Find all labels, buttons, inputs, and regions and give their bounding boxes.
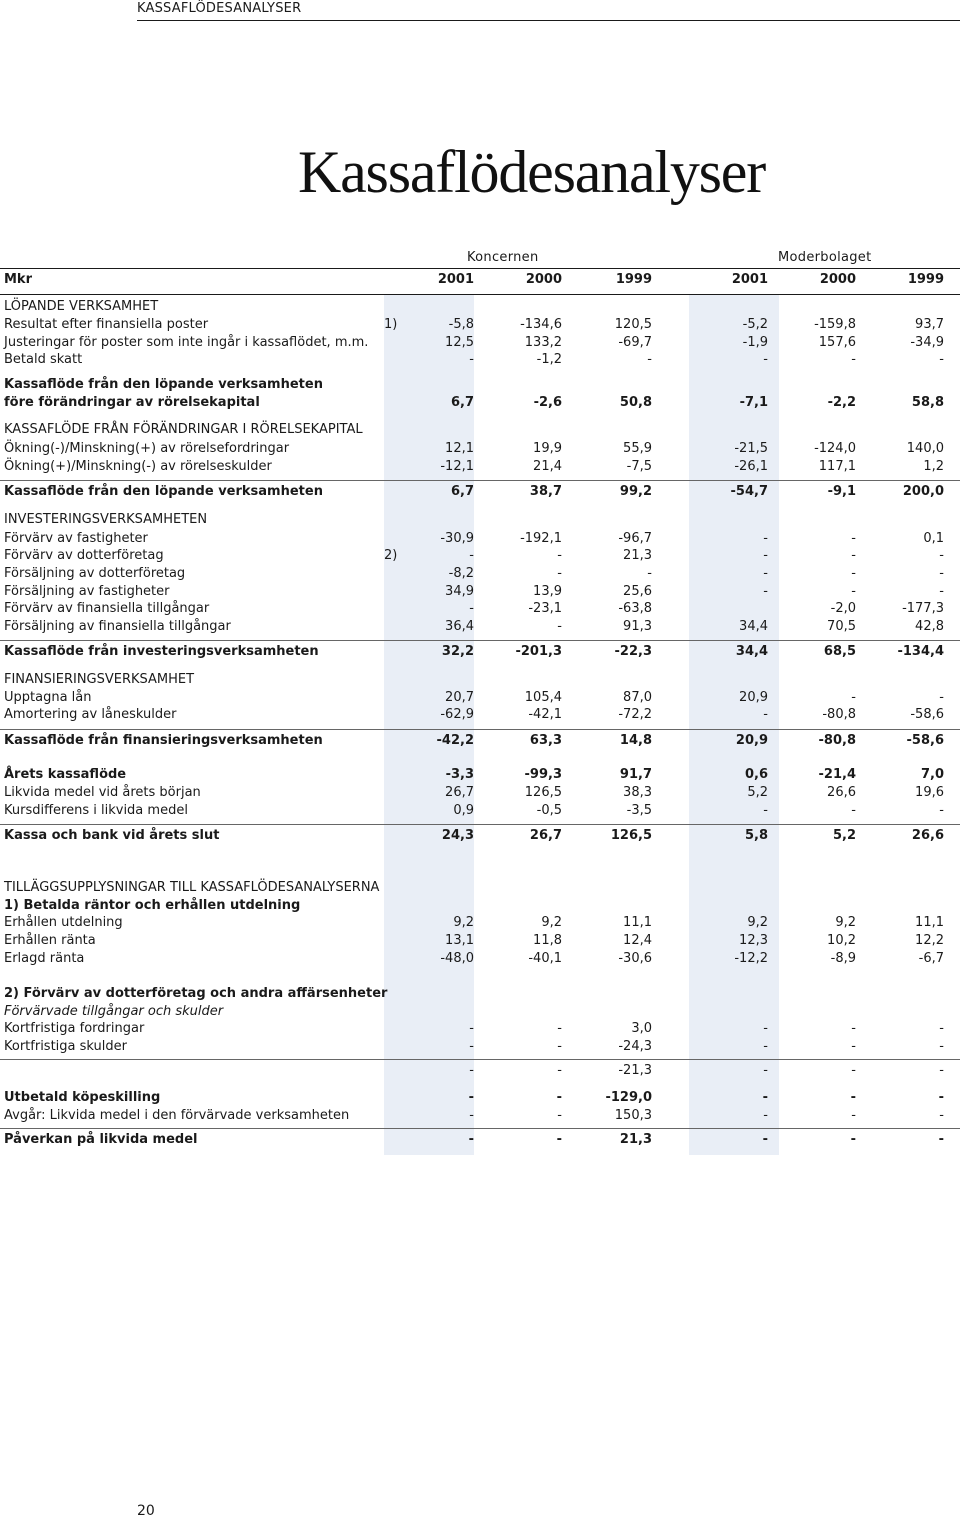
- cell-value: 91,7: [619, 767, 652, 782]
- cell-value: -40,1: [528, 951, 562, 966]
- cell-value: 25,6: [623, 584, 652, 599]
- cell-value: -: [939, 1108, 944, 1123]
- cell-value: 99,2: [619, 484, 652, 499]
- table-row: [0, 271, 960, 288]
- cell-value: 9,2: [453, 915, 474, 930]
- table-row: [0, 547, 960, 564]
- cell-value: 58,8: [911, 395, 944, 410]
- cell-value: -9,1: [827, 484, 856, 499]
- cell-value: -: [763, 1021, 768, 1036]
- cell-value: -: [851, 531, 856, 546]
- cell-value: 2000: [525, 272, 562, 287]
- table-row: [0, 511, 960, 528]
- cell-value: -80,8: [822, 707, 856, 722]
- cell-value: -: [762, 1090, 768, 1105]
- table-row: [0, 316, 960, 333]
- table-row: [0, 618, 960, 635]
- cell-value: -: [763, 1039, 768, 1054]
- row-label: Kortfristiga skulder: [4, 1039, 127, 1054]
- table-row: [0, 706, 960, 723]
- cell-value: -177,3: [902, 601, 944, 616]
- cell-value: 21,3: [619, 1132, 652, 1147]
- cell-value: 20,9: [739, 690, 768, 705]
- cell-value: -: [557, 1063, 562, 1078]
- cell-value: 21,3: [623, 548, 652, 563]
- cell-value: -: [851, 548, 856, 563]
- table-row: [0, 351, 960, 368]
- cell-value: -124,0: [814, 441, 856, 456]
- table-row: [0, 732, 960, 749]
- table-row: [0, 458, 960, 475]
- cell-value: 120,5: [614, 317, 652, 332]
- cell-value: 93,7: [915, 317, 944, 332]
- row-label: Förvärv av finansiella tillgångar: [4, 601, 210, 616]
- cell-value: 26,6: [827, 785, 856, 800]
- cell-value: 3,0: [631, 1021, 652, 1036]
- cell-value: -: [469, 352, 474, 367]
- cell-value: 1,2: [923, 459, 944, 474]
- cell-value: 126,5: [610, 828, 652, 843]
- row-label: Kassaflöde från investeringsverksamheten: [4, 644, 319, 659]
- cell-value: 36,4: [445, 619, 474, 634]
- cell-value: -58,6: [906, 733, 944, 748]
- cell-value: -: [469, 548, 474, 563]
- table-row: [0, 421, 960, 438]
- table-row: [0, 600, 960, 617]
- cell-value: -23,1: [528, 601, 562, 616]
- cell-value: 6,7: [450, 395, 474, 410]
- cell-value: -129,0: [605, 1090, 652, 1105]
- cell-value: 38,7: [529, 484, 562, 499]
- cell-value: 38,3: [623, 785, 652, 800]
- row-label: INVESTERINGSVERKSAMHETEN: [4, 512, 208, 527]
- cell-value: -: [851, 1039, 856, 1054]
- cell-value: -: [469, 601, 474, 616]
- cell-value: 63,3: [529, 733, 562, 748]
- cell-value: -: [469, 1108, 474, 1123]
- table-row: [0, 565, 960, 582]
- header-rule: [137, 20, 960, 21]
- group-header-koncernen: Koncernen: [467, 250, 539, 265]
- row-label: Försäljning av fastigheter: [4, 584, 170, 599]
- row-label: Kortfristiga fordringar: [4, 1021, 145, 1036]
- cell-value: 1999: [615, 272, 652, 287]
- cell-value: -48,0: [440, 951, 474, 966]
- cell-value: -0,5: [536, 803, 562, 818]
- cell-value: -72,2: [618, 707, 652, 722]
- cell-value: -80,8: [818, 733, 856, 748]
- cell-value: -: [763, 548, 768, 563]
- cell-value: -: [939, 1063, 944, 1078]
- row-label: 2) Förvärv av dotterföretag och andra affärsenheter: [4, 986, 388, 1001]
- table-row: [0, 985, 960, 1002]
- cell-value: -69,7: [618, 335, 652, 350]
- cell-value: 70,5: [827, 619, 856, 634]
- page-number: 20: [137, 1503, 155, 1519]
- cell-value: -: [938, 1090, 944, 1105]
- row-label: före förändringar av rörelsekapital: [4, 395, 260, 410]
- cell-value: 11,1: [915, 915, 944, 930]
- cell-value: -2,2: [827, 395, 856, 410]
- table-row: [0, 766, 960, 783]
- table-row: [0, 827, 960, 844]
- table-row: [0, 376, 960, 393]
- row-label: KASSAFLÖDE FRÅN FÖRÄNDRINGAR I RÖRELSEKAPITAL: [4, 422, 363, 437]
- cell-value: 2001: [437, 272, 474, 287]
- table-header-rule: [0, 294, 960, 295]
- cell-value: 140,0: [906, 441, 944, 456]
- table-row: [0, 1038, 960, 1055]
- cell-value: -134,6: [520, 317, 562, 332]
- cell-value: -42,1: [528, 707, 562, 722]
- cell-value: 5,2: [747, 785, 768, 800]
- subtotal-rule: [0, 480, 960, 481]
- row-label: Erlagd ränta: [4, 951, 85, 966]
- cell-value: -: [939, 690, 944, 705]
- cell-value: -: [763, 1108, 768, 1123]
- cell-value: 34,4: [739, 619, 768, 634]
- table-row: [0, 914, 960, 931]
- cell-value: -8,9: [830, 951, 856, 966]
- cell-value: -21,3: [618, 1063, 652, 1078]
- table-row: [0, 1020, 960, 1037]
- cell-value: -12,2: [734, 951, 768, 966]
- cell-value: 11,8: [533, 933, 562, 948]
- cell-value: -: [557, 1108, 562, 1123]
- table-row: [0, 950, 960, 967]
- row-label: Amortering av låneskulder: [4, 707, 177, 722]
- row-label: Utbetald köpeskilling: [4, 1090, 161, 1105]
- cell-value: -: [763, 531, 768, 546]
- cell-value: -96,7: [618, 531, 652, 546]
- cell-value: 9,2: [747, 915, 768, 930]
- row-note-ref: 2): [384, 548, 398, 563]
- table-row: [0, 671, 960, 688]
- cell-value: 5,8: [744, 828, 768, 843]
- cell-value: 12,5: [445, 335, 474, 350]
- page-title: Kassaflödesanalyser: [298, 139, 766, 205]
- row-label: Kassa och bank vid årets slut: [4, 828, 220, 843]
- cell-value: 55,9: [623, 441, 652, 456]
- table-row: [0, 897, 960, 914]
- cell-value: 126,5: [524, 785, 562, 800]
- row-label: Likvida medel vid årets början: [4, 785, 201, 800]
- row-label: Årets kassaflöde: [4, 767, 127, 782]
- cell-value: 91,3: [623, 619, 652, 634]
- cell-value: -7,1: [739, 395, 768, 410]
- cell-value: -58,6: [910, 707, 944, 722]
- table-row: [0, 1131, 960, 1148]
- cell-value: -: [763, 707, 768, 722]
- cell-value: -: [939, 566, 944, 581]
- table-top-rule: [0, 268, 960, 269]
- cell-value: 26,6: [911, 828, 944, 843]
- cell-value: 12,2: [915, 933, 944, 948]
- cell-value: -: [557, 548, 562, 563]
- cell-value: -: [939, 1039, 944, 1054]
- row-label: Mkr: [4, 272, 32, 287]
- row-label: Betald skatt: [4, 352, 83, 367]
- table-row: [0, 932, 960, 949]
- row-label: Förvärv av dotterföretag: [4, 548, 164, 563]
- cell-value: 10,2: [827, 933, 856, 948]
- subtotal-rule: [0, 729, 960, 730]
- cell-value: 157,6: [818, 335, 856, 350]
- cell-value: -: [850, 1090, 856, 1105]
- cell-value: -7,5: [626, 459, 652, 474]
- cell-value: 11,1: [623, 915, 652, 930]
- cell-value: -: [557, 566, 562, 581]
- cell-value: 105,4: [524, 690, 562, 705]
- cell-value: 50,8: [619, 395, 652, 410]
- cell-value: -30,6: [618, 951, 652, 966]
- cell-value: 2001: [731, 272, 768, 287]
- cell-value: 12,3: [739, 933, 768, 948]
- cell-value: -5,2: [742, 317, 768, 332]
- row-label: Påverkan på likvida medel: [4, 1132, 198, 1147]
- row-label: Erhållen utdelning: [4, 915, 123, 930]
- row-label: Kursdifferens i likvida medel: [4, 803, 188, 818]
- row-label: Försäljning av finansiella tillgångar: [4, 619, 231, 634]
- table-row: [0, 483, 960, 500]
- cell-value: 12,1: [445, 441, 474, 456]
- table-row: [0, 583, 960, 600]
- cell-value: -12,1: [440, 459, 474, 474]
- cell-value: -: [939, 548, 944, 563]
- cell-value: 150,3: [614, 1108, 652, 1123]
- cell-value: 13,1: [445, 933, 474, 948]
- group-header-moderbolaget: Moderbolaget: [778, 250, 872, 265]
- cell-value: 21,4: [533, 459, 562, 474]
- cell-value: 0,9: [453, 803, 474, 818]
- cell-value: -: [851, 584, 856, 599]
- cell-value: -: [763, 352, 768, 367]
- table-row: [0, 689, 960, 706]
- cell-value: -: [851, 1063, 856, 1078]
- row-label: FINANSIERINGSVERKSAMHET: [4, 672, 195, 687]
- cell-value: -3,3: [445, 767, 474, 782]
- cell-value: -: [557, 1021, 562, 1036]
- row-label: Förvärv av fastigheter: [4, 531, 148, 546]
- row-label: Erhållen ränta: [4, 933, 96, 948]
- subtotal-rule: [0, 640, 960, 641]
- cell-value: -: [557, 1039, 562, 1054]
- cell-value: -201,3: [515, 644, 562, 659]
- row-label: Förvärvade tillgångar och skulder: [4, 1004, 224, 1019]
- cell-value: -3,5: [626, 803, 652, 818]
- cell-value: -22,3: [614, 644, 652, 659]
- table-row: [0, 879, 960, 896]
- row-label: Kassaflöde från finansieringsverksamheten: [4, 733, 323, 748]
- cell-value: 14,8: [619, 733, 652, 748]
- row-label: TILLÄGGSUPPLYSNINGAR TILL KASSAFLÖDESANALYSERNA: [4, 880, 380, 895]
- row-label: Försäljning av dotterföretag: [4, 566, 186, 581]
- cell-value: -: [763, 584, 768, 599]
- cell-value: -: [468, 1090, 474, 1105]
- cell-value: -99,3: [524, 767, 562, 782]
- cell-value: -134,4: [897, 644, 944, 659]
- table-row: [0, 530, 960, 547]
- cell-value: 32,2: [441, 644, 474, 659]
- cell-value: -2,0: [830, 601, 856, 616]
- cell-value: 0,6: [744, 767, 768, 782]
- cell-value: -: [939, 803, 944, 818]
- cell-value: 42,8: [915, 619, 944, 634]
- row-label: LÖPANDE VERKSAMHET: [4, 299, 159, 314]
- row-label: Kassaflöde från den löpande verksamheten: [4, 484, 323, 499]
- cell-value: 133,2: [524, 335, 562, 350]
- cell-value: -: [556, 1090, 562, 1105]
- cell-value: -: [851, 566, 856, 581]
- subtotal-rule: [0, 1059, 960, 1060]
- cell-value: -192,1: [520, 531, 562, 546]
- table-row: [0, 802, 960, 819]
- table-row: [0, 394, 960, 411]
- cell-value: 0,1: [923, 531, 944, 546]
- table-row: [0, 298, 960, 315]
- cell-value: 26,7: [529, 828, 562, 843]
- subtotal-rule: [0, 1128, 960, 1129]
- cell-value: 34,9: [445, 584, 474, 599]
- row-label: Resultat efter finansiella poster: [4, 317, 209, 332]
- table-row: [0, 440, 960, 457]
- cell-value: 7,0: [920, 767, 944, 782]
- cell-value: -: [851, 352, 856, 367]
- cell-value: -21,5: [734, 441, 768, 456]
- cell-value: -8,2: [448, 566, 474, 581]
- table-row: [0, 643, 960, 660]
- cell-value: 5,2: [832, 828, 856, 843]
- cell-value: -1,9: [742, 335, 768, 350]
- cell-value: 24,3: [441, 828, 474, 843]
- cell-value: -21,4: [818, 767, 856, 782]
- cell-value: -: [851, 803, 856, 818]
- row-label: Justeringar för poster som inte ingår i kassaflödet, m.m.: [4, 335, 369, 350]
- cell-value: -: [763, 566, 768, 581]
- cell-value: 34,4: [735, 644, 768, 659]
- cell-value: -: [469, 1063, 474, 1078]
- cell-value: 12,4: [623, 933, 652, 948]
- cell-value: -: [763, 803, 768, 818]
- cell-value: 6,7: [450, 484, 474, 499]
- row-label: Kassaflöde från den löpande verksamheten: [4, 377, 323, 392]
- cell-value: -34,9: [910, 335, 944, 350]
- cell-value: -: [851, 1108, 856, 1123]
- row-label: Ökning(+)/Minskning(-) av rörelseskulder: [4, 459, 272, 474]
- cell-value: 2000: [819, 272, 856, 287]
- cell-value: 68,5: [823, 644, 856, 659]
- cell-value: -30,9: [440, 531, 474, 546]
- cell-value: -: [939, 584, 944, 599]
- cell-value: 20,9: [735, 733, 768, 748]
- row-label: 1) Betalda räntor och erhållen utdelning: [4, 898, 301, 913]
- cell-value: -159,8: [814, 317, 856, 332]
- cell-value: -: [556, 1132, 562, 1147]
- cell-value: 19,6: [915, 785, 944, 800]
- cell-value: -: [762, 1132, 768, 1147]
- section-header: KASSAFLÖDESANALYSER: [137, 1, 302, 16]
- cell-value: -: [939, 352, 944, 367]
- cell-value: -: [939, 1021, 944, 1036]
- cell-value: 26,7: [445, 785, 474, 800]
- row-label: Avgår: Likvida medel i den förvärvade verksamheten: [4, 1108, 350, 1123]
- cell-value: -54,7: [730, 484, 768, 499]
- cell-value: 117,1: [818, 459, 856, 474]
- table-row: [0, 1062, 960, 1079]
- cell-value: -: [469, 1039, 474, 1054]
- cell-value: -: [557, 619, 562, 634]
- table-row: [0, 1003, 960, 1020]
- cell-value: -: [938, 1132, 944, 1147]
- subtotal-rule: [0, 824, 960, 825]
- row-label: Upptagna lån: [4, 690, 92, 705]
- table-row: [0, 334, 960, 351]
- page-header: [0, 0, 960, 21]
- cell-value: -: [851, 1021, 856, 1036]
- row-note-ref: 1): [384, 317, 398, 332]
- table-row: [0, 1089, 960, 1106]
- cell-value: -: [647, 352, 652, 367]
- cell-value: 19,9: [533, 441, 562, 456]
- cell-value: -42,2: [436, 733, 474, 748]
- cell-value: -: [850, 1132, 856, 1147]
- cell-value: -24,3: [618, 1039, 652, 1054]
- cell-value: 87,0: [623, 690, 652, 705]
- cell-value: 20,7: [445, 690, 474, 705]
- cell-value: 13,9: [533, 584, 562, 599]
- cell-value: -: [763, 1063, 768, 1078]
- cell-value: -: [647, 566, 652, 581]
- cell-value: -62,9: [440, 707, 474, 722]
- cell-value: -: [469, 1021, 474, 1036]
- cell-value: 9,2: [835, 915, 856, 930]
- cell-value: 9,2: [541, 915, 562, 930]
- cell-value: 200,0: [902, 484, 944, 499]
- cell-value: -63,8: [618, 601, 652, 616]
- cell-value: 1999: [907, 272, 944, 287]
- cell-value: -: [468, 1132, 474, 1147]
- cell-value: -26,1: [734, 459, 768, 474]
- cell-value: -1,2: [536, 352, 562, 367]
- table-row: [0, 784, 960, 801]
- cell-value: -6,7: [918, 951, 944, 966]
- row-label: Ökning(-)/Minskning(+) av rörelsefordringar: [4, 441, 290, 456]
- cell-value: -5,8: [448, 317, 474, 332]
- cell-value: -: [851, 690, 856, 705]
- table-row: [0, 1107, 960, 1124]
- cell-value: -2,6: [533, 395, 562, 410]
